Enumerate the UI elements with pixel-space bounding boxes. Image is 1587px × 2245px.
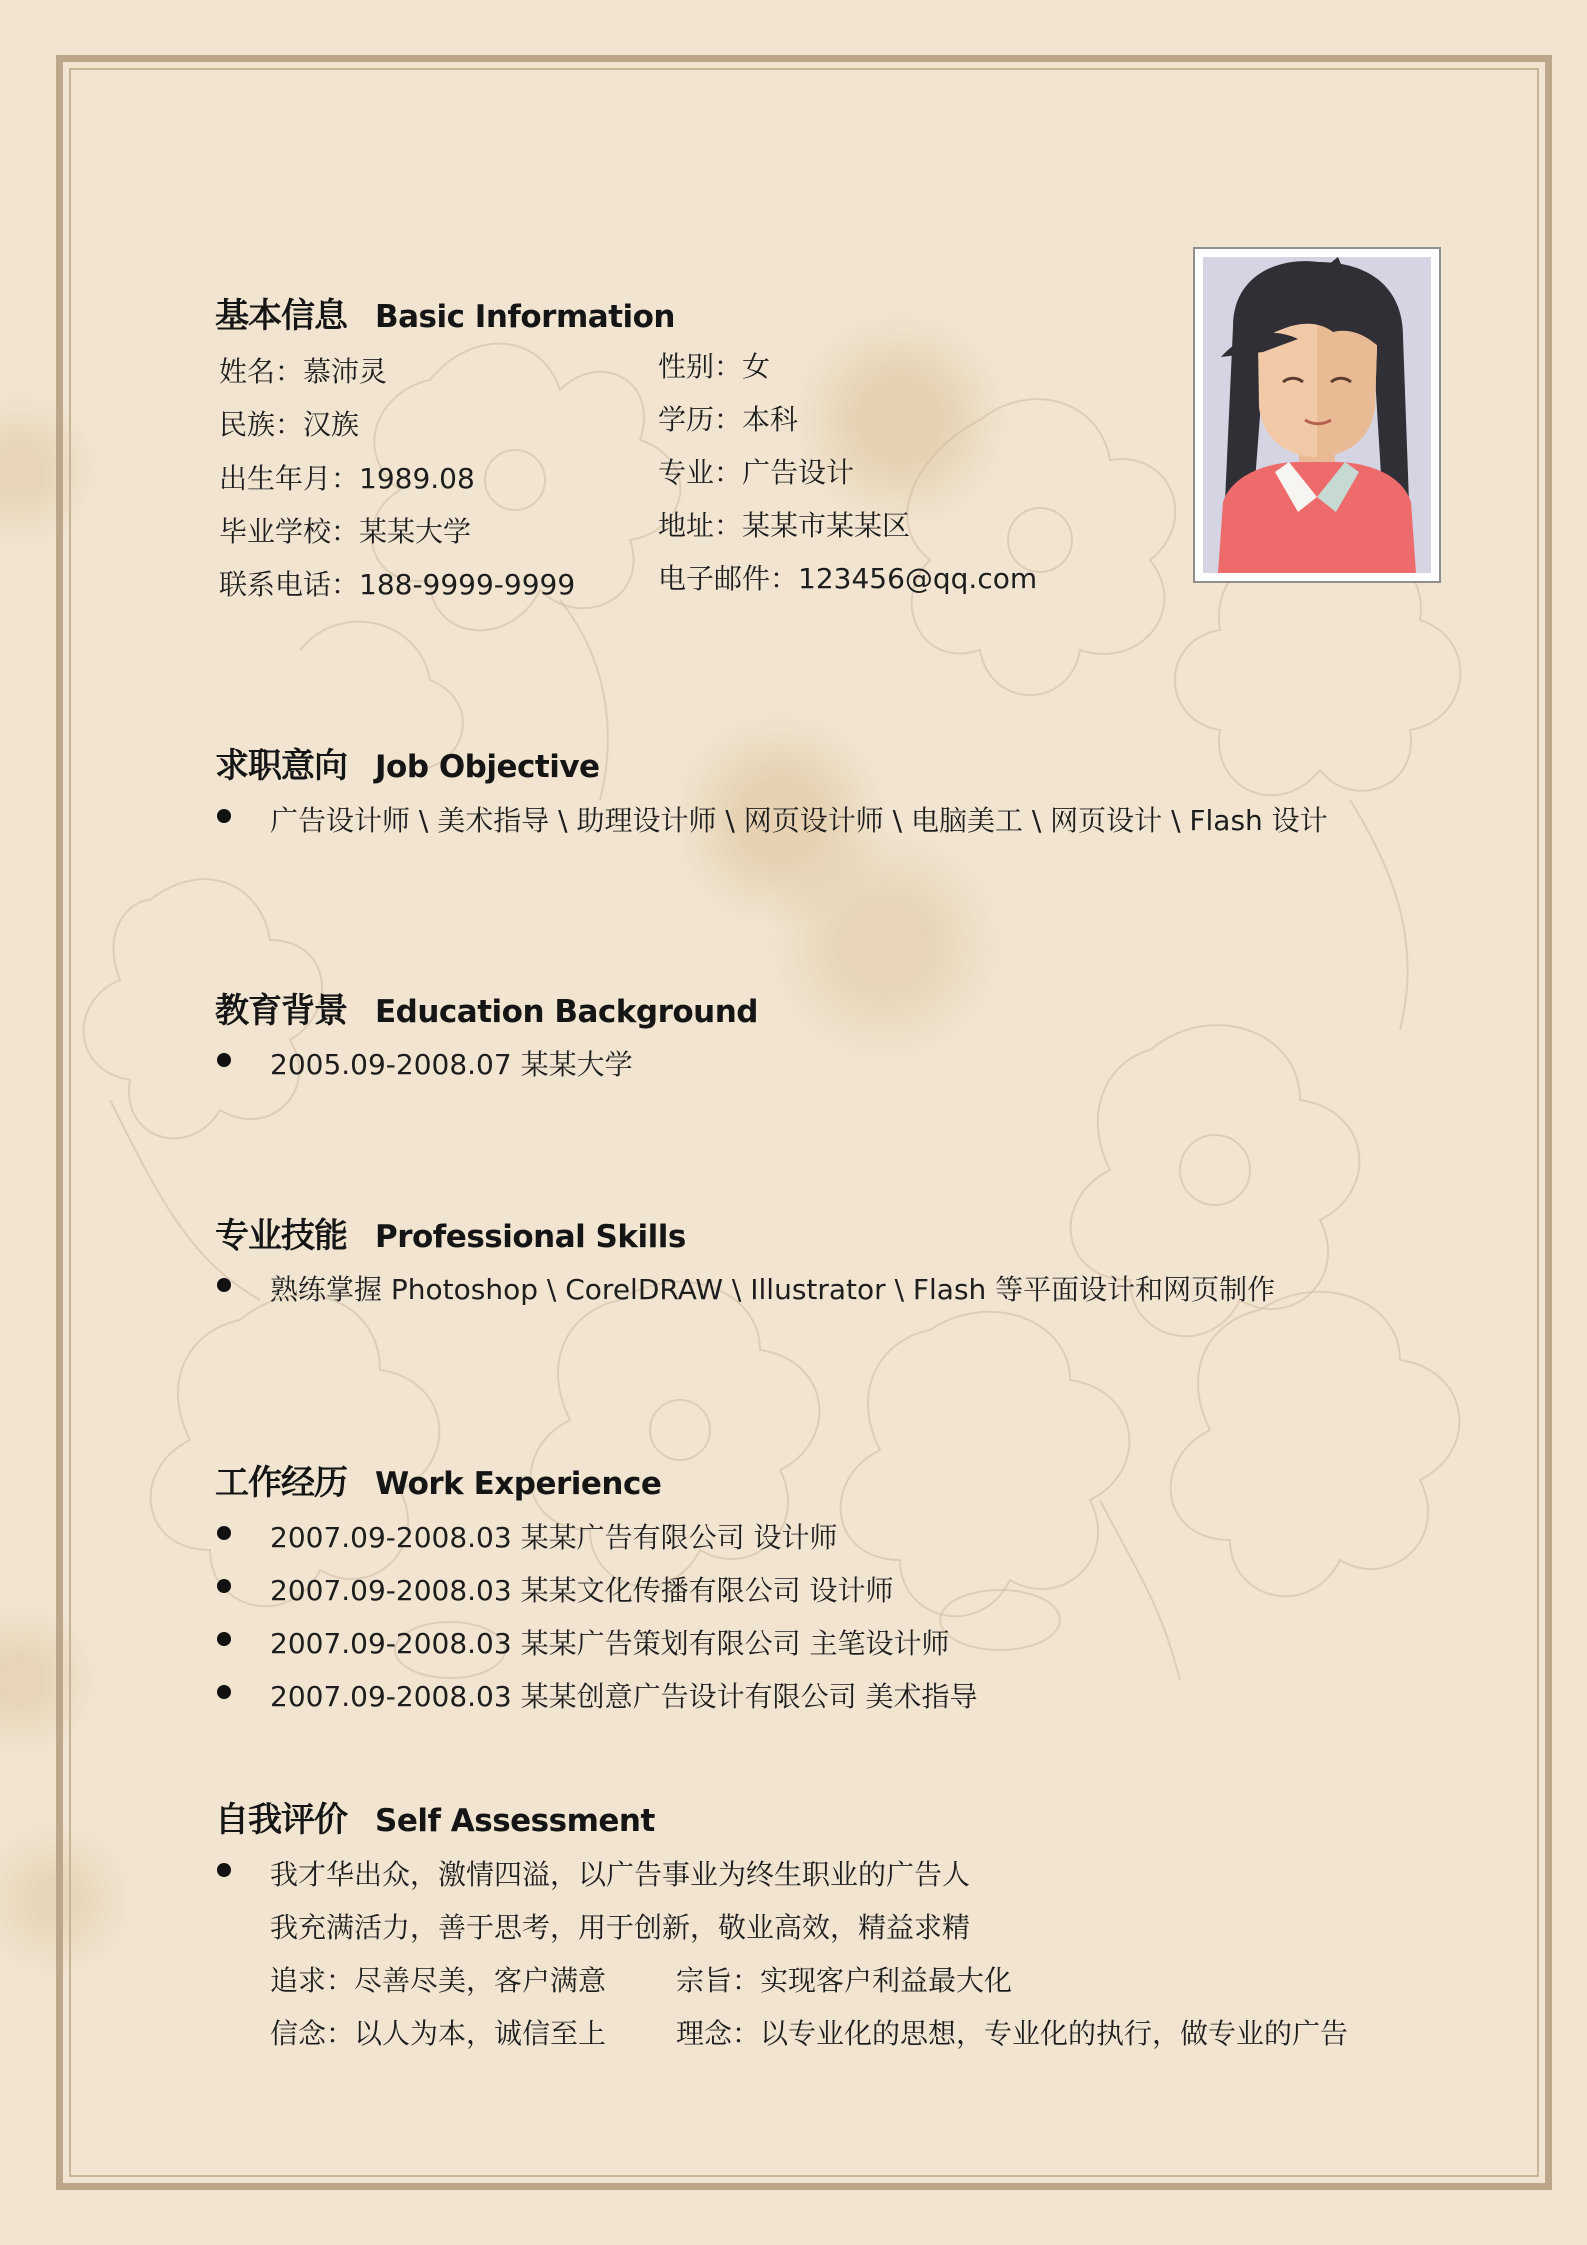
- list-item-text: 广告设计师 \ 美术指导 \ 助理设计师 \ 网页设计师 \ 电脑美工 \ 网页设计 \ Flash 设计: [270, 804, 1328, 837]
- bullet-dot-icon: [217, 1632, 231, 1646]
- bullet-dot-icon: [217, 1685, 231, 1699]
- section-title-cn: 自我评价: [215, 1800, 347, 1840]
- section-title-cn: 求职意向: [215, 746, 347, 786]
- self-assessment-belief: 信念：以人为本，诚信至上: [270, 2017, 607, 2050]
- info-phone: 联系电话：188-9999-9999: [219, 568, 576, 601]
- section-title-en: Work Experience: [375, 1466, 662, 1502]
- info-degree: 学历：本科: [658, 403, 799, 436]
- self-assessment-pursuit: 追求：尽善尽美，客户满意: [270, 1964, 607, 1997]
- profile-photo: [1193, 247, 1441, 583]
- section-title-skills: [215, 1208, 686, 1257]
- bullet-dot-icon: [217, 809, 231, 823]
- info-email: 电子邮件：123456@qq.com: [658, 562, 1038, 595]
- bullet-dot-icon: [217, 1053, 231, 1067]
- list-item-text: 我才华出众，激情四溢，以广告事业为终生职业的广告人: [270, 1858, 971, 1891]
- bullet-dot-icon: [217, 1579, 231, 1593]
- section-title-cn: 教育背景: [215, 991, 347, 1031]
- section-title-education: [215, 983, 758, 1032]
- info-name: 姓名：慕沛灵: [219, 355, 388, 388]
- list-item-text: 2007.09-2008.03 某某创意广告设计有限公司 美术指导: [270, 1680, 978, 1713]
- info-ethnicity: 民族：汉族: [219, 408, 360, 441]
- section-title-cn: 基本信息: [215, 296, 347, 336]
- section-title-self-assessment: [215, 1792, 655, 1841]
- self-assessment-philosophy: 理念：以专业化的思想，专业化的执行，做专业的广告: [676, 2017, 1349, 2050]
- bullet-dot-icon: [217, 1526, 231, 1540]
- list-item-text: 熟练掌握 Photoshop \ CorelDRAW \ Illustrator \ Flash 等平面设计和网页制作: [270, 1273, 1276, 1306]
- section-title-en: Education Background: [375, 994, 758, 1030]
- section-title-en: Self Assessment: [375, 1803, 655, 1839]
- list-item-text: 2007.09-2008.03 某某文化传播有限公司 设计师: [270, 1574, 894, 1607]
- section-title-en: Basic Information: [375, 299, 676, 335]
- bullet-dot-icon: [217, 1278, 231, 1292]
- list-item-text: 2005.09-2008.07 某某大学: [270, 1048, 633, 1081]
- list-item-text: 2007.09-2008.03 某某广告有限公司 设计师: [270, 1521, 838, 1554]
- section-title-en: Job Objective: [375, 749, 600, 785]
- info-major: 专业：广告设计: [658, 456, 855, 489]
- bullet-dot-icon: [217, 1863, 231, 1877]
- info-address: 地址：某某市某某区: [658, 509, 911, 542]
- section-title-cn: 工作经历: [215, 1463, 347, 1503]
- self-assessment-tenet: 宗旨：实现客户利益最大化: [676, 1964, 1013, 1997]
- info-birth: 出生年月：1989.08: [219, 462, 475, 495]
- list-item-text: 2007.09-2008.03 某某广告策划有限公司 主笔设计师: [270, 1627, 950, 1660]
- section-title-en: Professional Skills: [375, 1219, 686, 1255]
- section-title-cn: 专业技能: [215, 1216, 347, 1256]
- info-gender: 性别：女: [658, 350, 771, 383]
- avatar: [1203, 257, 1431, 573]
- self-assessment-line: 我充满活力，善于思考，用于创新，敬业高效，精益求精: [270, 1911, 971, 1944]
- info-school: 毕业学校：某某大学: [219, 515, 472, 548]
- section-title-job-objective: [215, 738, 600, 787]
- section-title-work: [215, 1455, 661, 1504]
- section-title-basic-info: [215, 288, 675, 337]
